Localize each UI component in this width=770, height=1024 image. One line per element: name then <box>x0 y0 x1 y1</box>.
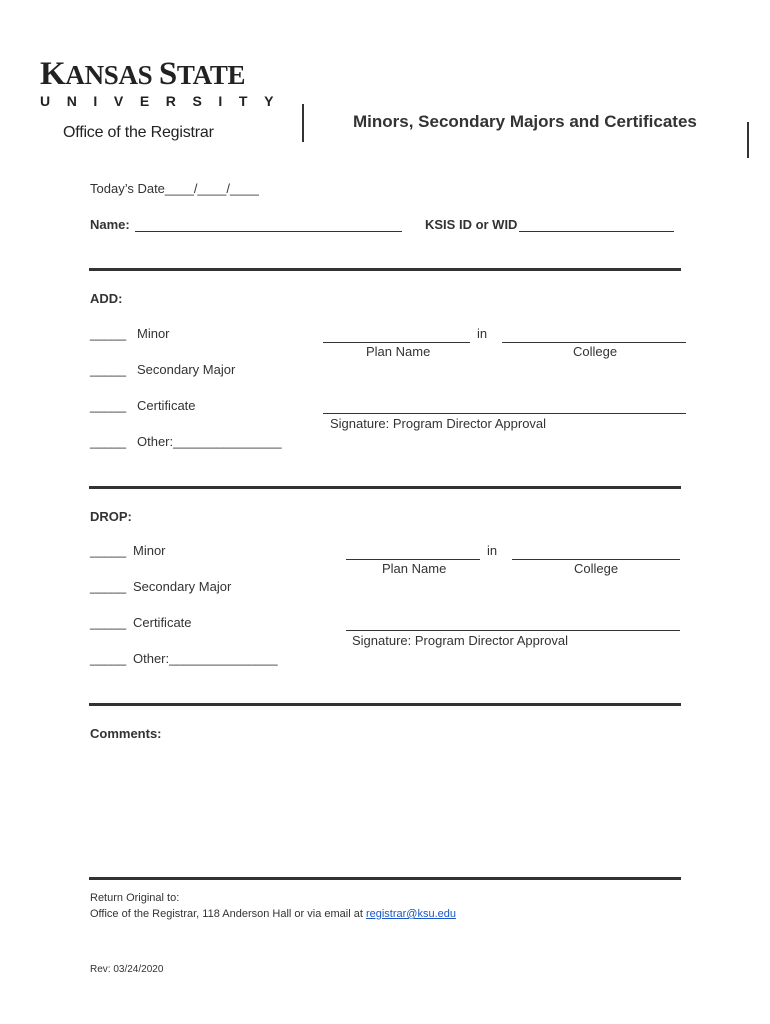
add-college-field[interactable] <box>502 342 686 343</box>
drop-other-blank[interactable]: _____ <box>90 651 127 666</box>
add-plan-name-field[interactable] <box>323 342 470 343</box>
comments-label: Comments: <box>90 726 162 741</box>
revision-date: Rev: 03/24/2020 <box>90 964 164 975</box>
comments-area[interactable] <box>90 748 680 868</box>
drop-signature-label: Signature: Program Director Approval <box>352 633 569 648</box>
address-text: Office of the Registrar, 118 Anderson Hall or via email at <box>90 908 366 920</box>
todays-date-field[interactable]: Today’s Date____/____/____ <box>90 181 259 196</box>
edge-mark <box>747 122 749 158</box>
header-divider <box>302 104 304 142</box>
add-minor-label: Minor <box>137 326 170 341</box>
drop-certificate-label: Certificate <box>133 615 192 630</box>
add-secondary-major-blank[interactable]: _____ <box>90 362 127 377</box>
drop-signature-field[interactable] <box>346 630 680 631</box>
drop-in-label: in <box>487 543 498 558</box>
return-label: Return Original to: <box>90 892 180 904</box>
section-divider <box>89 486 681 489</box>
drop-college-field[interactable] <box>512 559 680 560</box>
add-in-label: in <box>477 326 488 341</box>
office-name: Office of the Registrar <box>63 124 214 141</box>
add-certificate-label: Certificate <box>137 398 196 413</box>
drop-plan-name-label: Plan Name <box>382 561 447 576</box>
add-college-label: College <box>573 344 618 359</box>
name-field[interactable] <box>135 231 402 232</box>
drop-secondary-major-label: Secondary Major <box>133 579 232 594</box>
drop-other-field[interactable]: Other:_______________ <box>133 651 278 666</box>
add-plan-name-label: Plan Name <box>366 344 431 359</box>
add-heading: ADD: <box>90 291 123 306</box>
add-signature-field[interactable] <box>323 413 686 414</box>
section-divider <box>89 268 681 271</box>
add-certificate-blank[interactable]: _____ <box>90 398 127 413</box>
university-logo-wordmark: KANSAS STATE <box>40 56 246 92</box>
ksis-id-field[interactable] <box>519 231 674 232</box>
drop-college-label: College <box>574 561 619 576</box>
drop-heading: DROP: <box>90 509 132 524</box>
university-logo-subtitle: UNIVERSITY <box>40 93 291 109</box>
return-address <box>90 908 456 920</box>
add-signature-label: Signature: Program Director Approval <box>330 416 547 431</box>
section-divider <box>89 877 681 880</box>
drop-secondary-major-blank[interactable]: _____ <box>90 579 127 594</box>
drop-minor-blank[interactable]: _____ <box>90 543 127 558</box>
registrar-email-link[interactable]: registrar@ksu.edu <box>365 908 457 920</box>
drop-certificate-blank[interactable]: _____ <box>90 615 127 630</box>
add-other-field[interactable]: Other:_______________ <box>137 434 282 449</box>
ksis-id-label: KSIS ID or WID <box>425 217 518 232</box>
add-minor-blank[interactable]: _____ <box>90 326 127 341</box>
form-title: Minors, Secondary Majors and Certificates <box>353 112 697 131</box>
name-label: Name: <box>90 217 130 232</box>
add-secondary-major-label: Secondary Major <box>137 362 236 377</box>
section-divider <box>89 703 681 706</box>
add-other-blank[interactable]: _____ <box>90 434 127 449</box>
drop-minor-label: Minor <box>133 543 166 558</box>
drop-plan-name-field[interactable] <box>346 559 480 560</box>
